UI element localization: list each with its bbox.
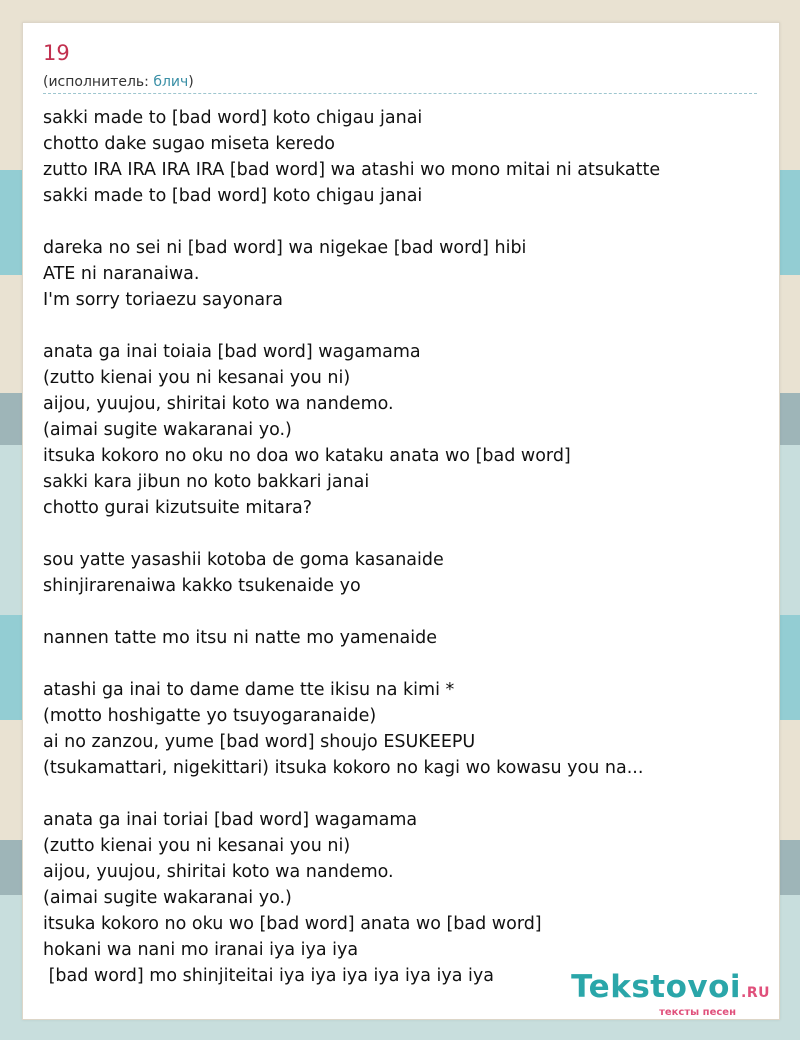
lyric-line: hokani wa nani mo iranai iya iya iya — [43, 940, 359, 960]
lyric-line: sakki kara jibun no koto bakkari janai — [43, 472, 370, 492]
lyric-line: [bad word] mo shinjiteitai iya iya iya iya iya iya iya — [43, 966, 494, 986]
lyric-line: itsuka kokoro no oku wo [bad word] anata wo [bad word] — [43, 914, 542, 934]
lyric-line: anata ga inai toriai [bad word] wagamama — [43, 810, 418, 830]
lyric-line: chotto gurai kizutsuite mitara? — [43, 498, 313, 518]
lyric-line: (zutto kienai you ni kesanai you ni) — [43, 368, 351, 388]
lyric-line: chotto dake sugao miseta keredo — [43, 134, 336, 154]
lyrics-body — [43, 105, 763, 989]
site-logo[interactable] — [560, 971, 770, 1018]
artist-prefix: (исполнитель: — [43, 74, 154, 90]
lyric-line: sou yatte yasashii kotoba de goma kasanaide — [43, 550, 444, 570]
lyric-line: ATE ni naranaiwa. — [43, 264, 200, 284]
lyric-line: (aimai sugite wakaranai yo.) — [43, 888, 292, 908]
lyric-line: (zutto kienai you ni kesanai you ni) — [43, 836, 351, 856]
artist-line — [43, 74, 194, 90]
lyrics-card — [22, 22, 780, 1020]
lyric-line — [43, 781, 763, 807]
lyric-line — [43, 209, 763, 235]
lyric-line: nannen tatte mo itsu ni natte mo yamenaide — [43, 628, 438, 648]
lyric-line: sakki made to [bad word] koto chigau janai — [43, 186, 423, 206]
lyric-line: aijou, yuujou, shiritai koto wa nandemo. — [43, 862, 394, 882]
lyric-line: aijou, yuujou, shiritai koto wa nandemo. — [43, 394, 394, 414]
lyric-line: itsuka kokoro no oku no doa wo kataku anata wo [bad word] — [43, 446, 571, 466]
logo-name: Tekstovoi — [571, 969, 742, 1005]
lyric-line: (motto hoshigatte yo tsuyogaranaide) — [43, 706, 377, 726]
song-title: 19 — [43, 41, 70, 65]
logo-tagline: тексты песен — [659, 1007, 736, 1018]
lyric-line: (tsukamattari, nigekittari) itsuka kokoro no kagi wo kowasu you na... — [43, 758, 644, 778]
lyric-line: shinjirarenaiwa kakko tsukenaide yo — [43, 576, 361, 596]
lyric-line — [43, 521, 763, 547]
lyric-line: I'm sorry toriaezu sayonara — [43, 290, 284, 310]
lyric-line — [43, 313, 763, 339]
lyric-line: dareka no sei ni [bad word] wa nigekae [bad word] hibi — [43, 238, 527, 258]
lyric-line — [43, 651, 763, 677]
artist-suffix: ) — [188, 74, 194, 90]
lyric-line — [43, 599, 763, 625]
lyric-line: sakki made to [bad word] koto chigau janai — [43, 108, 423, 128]
lyric-line: ai no zanzou, yume [bad word] shoujo ESUKEEPU — [43, 732, 476, 752]
lyric-line: atashi ga inai to dame dame tte ikisu na kimi * — [43, 680, 455, 700]
logo-tld: .RU — [741, 985, 770, 1001]
lyric-line: zutto IRA IRA IRA IRA [bad word] wa atashi wo mono mitai ni atsukatte — [43, 160, 661, 180]
title-divider — [43, 93, 757, 94]
lyric-line: (aimai sugite wakaranai yo.) — [43, 420, 292, 440]
lyric-line: anata ga inai toiaia [bad word] wagamama — [43, 342, 421, 362]
artist-link[interactable]: блич — [153, 74, 189, 90]
